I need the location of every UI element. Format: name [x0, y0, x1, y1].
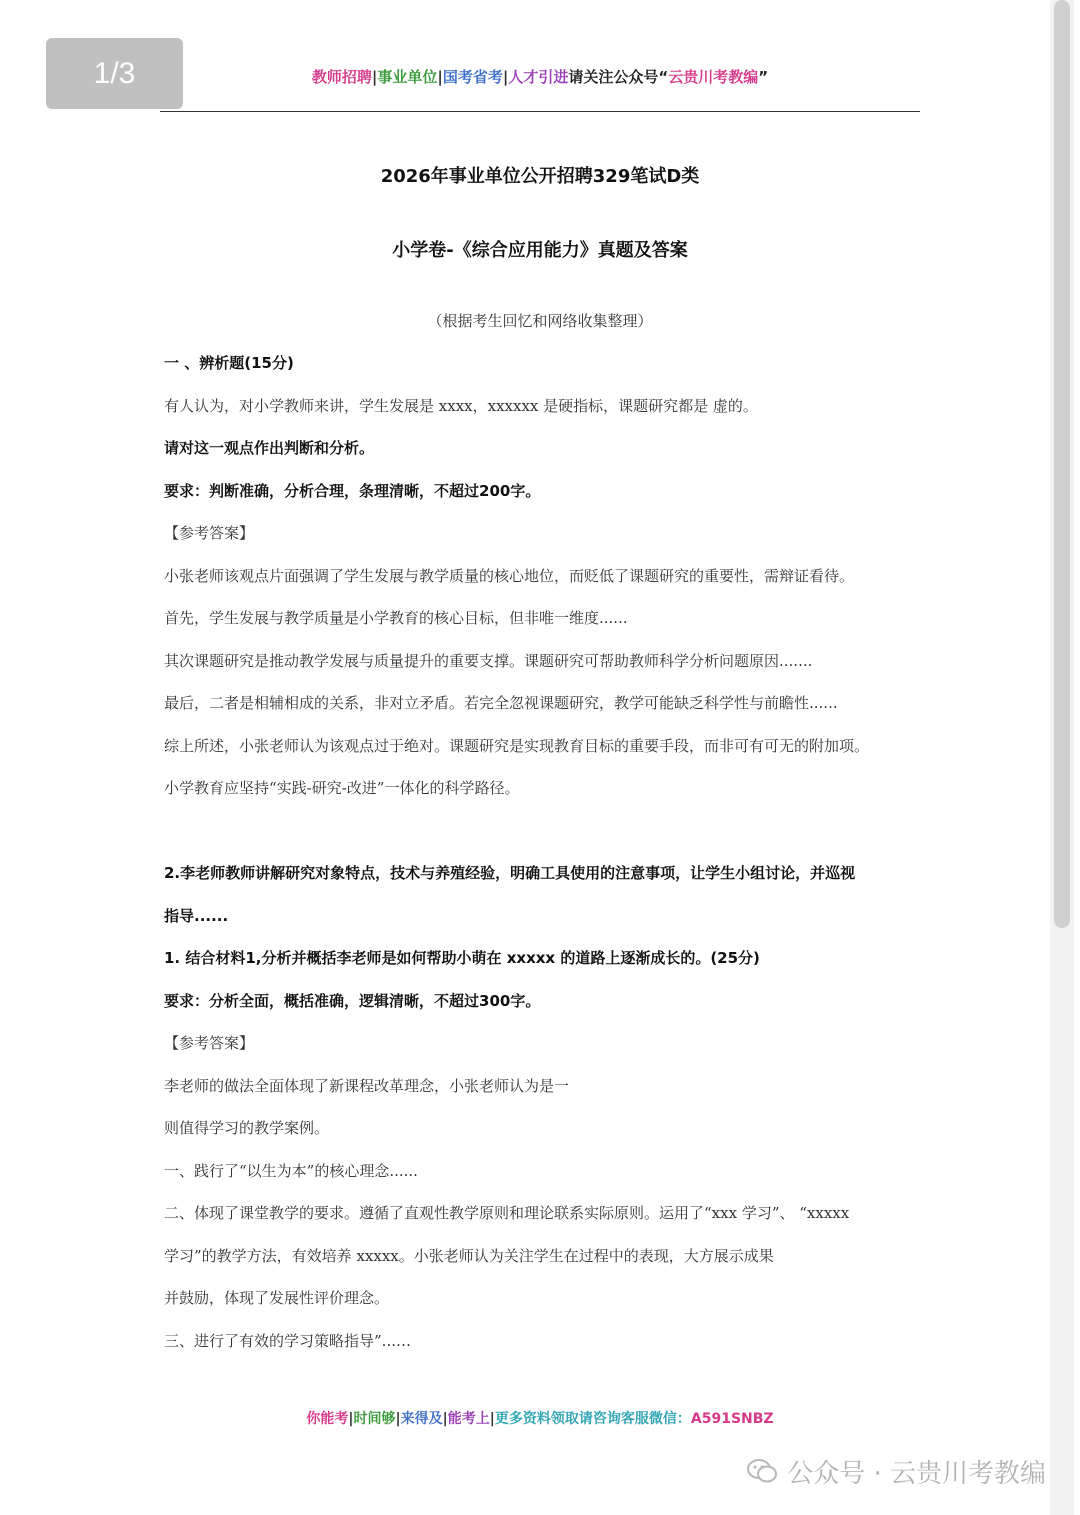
source-note: （根据考生回忆和网络收集整理） [427, 312, 653, 330]
header-separator: | [437, 68, 443, 86]
answer-paragraph: 一、践行了“以生为本”的核心理念...... [164, 1162, 418, 1180]
answer-paragraph: 综上所述，小张老师认为该观点过于绝对。课题研究是实现教育目标的重要手段，而非可有可无的附加项。 [164, 737, 870, 755]
footer-segment: 你能考 [306, 1411, 349, 1427]
section-heading: 一 、辨析题(15分) [164, 354, 294, 372]
header-account-name: 云贵川考教编 [668, 68, 759, 86]
answer-paragraph: 最后，二者是相辅相成的关系，非对立矛盾。若完全忽视课题研究，教学可能缺乏科学性与前瞻性...... [164, 694, 838, 712]
answer-label: 【参考答案】 [164, 1034, 255, 1052]
header-separator: | [371, 68, 378, 86]
header-segment: ” [758, 68, 769, 86]
answer-paragraph: 学习”的教学方法，有效培养 xxxxx。小张老师认为关注学生在过程中的表现，大方展示成果 [164, 1247, 774, 1265]
document-subtitle: 小学卷-《综合应用能力》真题及答案 [392, 240, 688, 261]
footer-segment: 时间够 [353, 1411, 396, 1427]
question-requirement: 要求：分析全面，概括准确，逻辑清晰，不超过300字。 [164, 992, 541, 1010]
answer-paragraph: 则值得学习的教学案例。 [164, 1119, 330, 1137]
question-text: 1. 结合材料1,分析并概括李老师是如何帮助小萌在 xxxxx 的道路上逐渐成长的。(25分) [164, 949, 760, 967]
answer-paragraph: 三、进行了有效的学习策略指导”...… [164, 1332, 411, 1350]
watermark-text: 公众号 · 云贵川考教编 [787, 1458, 1046, 1489]
footer-segment: 更多资料领取请咨询客服微信： [494, 1411, 691, 1427]
header-segment: 教师招聘 [311, 68, 372, 86]
footer-separator: | [348, 1411, 354, 1427]
header-segment: 事业单位 [377, 68, 438, 86]
material-text: 2.李老师教师讲解研究对象特点，技术与养殖经验，明确工具使用的注意事项，让学生小组讨论，并巡视 [164, 864, 856, 882]
answer-paragraph: 小张老师该观点片面强调了学生发展与教学质量的核心地位，而贬低了课题研究的重要性，需辩证看待。 [164, 567, 855, 585]
wechat-watermark [747, 1452, 1046, 1490]
footer-separator: | [442, 1411, 448, 1427]
answer-paragraph: 首先，学生发展与教学质量是小学教育的核心目标，但非唯一维度...... [164, 609, 628, 627]
answer-paragraph: 并鼓励，体现了发展性评价理念。 [164, 1289, 390, 1307]
answer-label: 【参考答案】 [164, 524, 255, 542]
answer-paragraph: 小学教育应坚持“实践-研究-改进”一体化的科学路径。 [164, 779, 520, 797]
footer-separator: | [395, 1411, 401, 1427]
question-instruction: 请对这一观点作出判断和分析。 [164, 439, 375, 457]
footer-segment: 能考上 [447, 1411, 490, 1427]
header-segment: 国考省考 [442, 68, 503, 86]
wechat-icon [747, 1458, 777, 1484]
scrollbar-thumb[interactable] [1054, 0, 1070, 928]
header-segment: 人才引进 [508, 68, 569, 86]
footer-segment: 来得及 [400, 1411, 443, 1427]
footer-banner [160, 1408, 920, 1428]
header-banner [162, 66, 918, 87]
header-segment: 请关注公众号“ [568, 68, 669, 86]
header-divider [160, 111, 920, 112]
question-text: 有人认为，对小学教师来讲，学生发展是 xxxx，xxxxxx 是硬指标，课题研究都是 虚的。 [164, 397, 758, 415]
footer-wechat-id: A591SNBZ [690, 1411, 774, 1427]
footer-separator: | [489, 1411, 495, 1427]
answer-paragraph: 二、体现了课堂教学的要求。遵循了直观性教学原则和理论联系实际原则。运用了“xxx 学习”、 “xxxxx [164, 1204, 850, 1222]
answer-paragraph: 李老师的做法全面体现了新课程改革理念，小张老师认为是一 [164, 1077, 570, 1095]
page-indicator: 1/3 [46, 38, 183, 109]
document-title: 2026年事业单位公开招聘329笔试D类 [380, 166, 700, 187]
question-requirement: 要求：判断准确，分析合理，条理清晰，不超过200字。 [164, 482, 541, 500]
material-text: 指导...... [164, 907, 229, 925]
header-separator: | [502, 68, 509, 86]
answer-paragraph: 其次课题研究是推动教学发展与质量提升的重要支撑。课题研究可帮助教师科学分析问题原因....... [164, 652, 813, 670]
